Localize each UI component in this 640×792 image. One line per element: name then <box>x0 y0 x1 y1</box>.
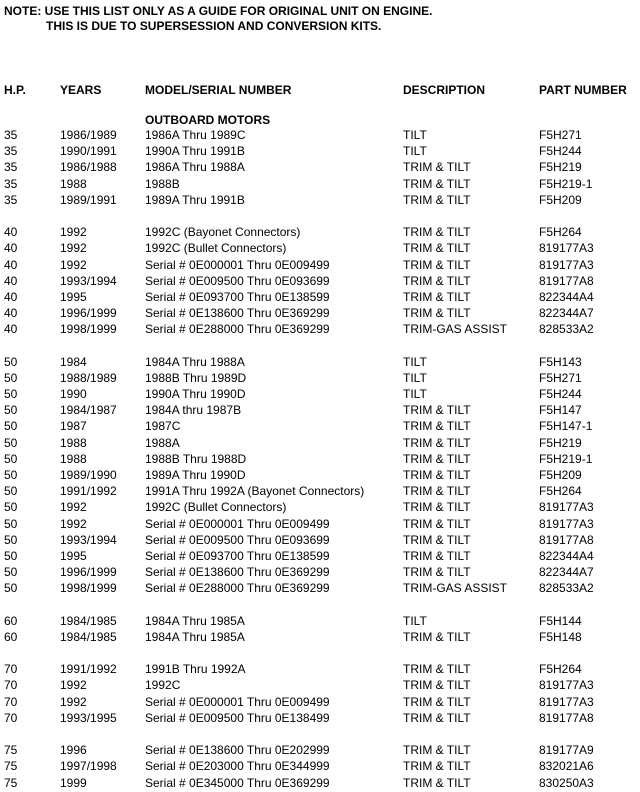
group-spacer <box>0 597 640 613</box>
cell-hp: 40 <box>4 322 18 337</box>
cell-description: TRIM & TILT <box>403 419 471 434</box>
cell-model: 1992C <box>145 678 181 693</box>
cell-part-number: 819177A3 <box>539 257 594 272</box>
cell-part-number: 819177A3 <box>539 241 594 256</box>
cell-hp: 50 <box>4 516 18 531</box>
table-row <box>0 355 640 371</box>
cell-description: TRIM & TILT <box>403 548 471 563</box>
cell-description: TRIM & TILT <box>403 467 471 482</box>
cell-model: 1992C (Bullet Connectors) <box>145 500 287 515</box>
cell-years: 1995 <box>60 289 87 304</box>
cell-model: Serial # 0E009500 Thru 0E093699 <box>145 532 330 547</box>
cell-part-number: F5H219-1 <box>539 176 593 191</box>
cell-description: TRIM & TILT <box>403 451 471 466</box>
cell-description: TRIM-GAS ASSIST <box>403 581 508 596</box>
cell-years: 1990/1991 <box>60 144 117 159</box>
cell-model: Serial # 0E000001 Thru 0E009499 <box>145 694 330 709</box>
table-row <box>0 500 640 516</box>
cell-years: 1998/1999 <box>60 322 117 337</box>
table-row <box>0 193 640 209</box>
table-row <box>0 549 640 565</box>
cell-description: TRIM & TILT <box>403 192 471 207</box>
table-row <box>0 743 640 759</box>
cell-model: 1992C (Bullet Connectors) <box>145 241 287 256</box>
table-row <box>0 759 640 775</box>
cell-hp: 50 <box>4 467 18 482</box>
cell-years: 1984/1987 <box>60 403 117 418</box>
cell-part-number: F5H271 <box>539 128 582 142</box>
cell-hp: 35 <box>4 144 18 159</box>
cell-hp: 50 <box>4 403 18 418</box>
cell-years: 1991/1992 <box>60 484 117 499</box>
cell-description: TRIM & TILT <box>403 629 471 644</box>
cell-description: TRIM & TILT <box>403 225 471 240</box>
table-row <box>0 387 640 403</box>
cell-model: 1988B Thru 1989D <box>145 370 247 385</box>
table-row <box>0 144 640 160</box>
cell-years: 1984/1985 <box>60 613 117 628</box>
table-row <box>0 452 640 468</box>
cell-part-number: 819177A9 <box>539 743 594 758</box>
table-row <box>0 533 640 549</box>
cell-hp: 75 <box>4 759 18 774</box>
cell-model: Serial # 0E009500 Thru 0E138499 <box>145 710 330 725</box>
cell-description: TILT <box>403 144 427 159</box>
cell-description: TILT <box>403 354 427 369</box>
cell-years: 1996/1999 <box>60 565 117 580</box>
table-row <box>0 403 640 419</box>
cell-model: 1984A Thru 1988A <box>145 354 245 369</box>
group-spacer <box>0 338 640 354</box>
cell-part-number: 819177A3 <box>539 500 594 515</box>
cell-part-number: 822344A4 <box>539 289 594 304</box>
cell-part-number: F5H244 <box>539 387 582 401</box>
table-row <box>0 614 640 630</box>
cell-part-number: 822344A4 <box>539 548 594 563</box>
cell-part-number: F5H244 <box>539 144 582 159</box>
header-description: DESCRIPTION <box>403 83 486 97</box>
cell-hp: 35 <box>4 176 18 191</box>
cell-model: 1986A Thru 1988A <box>145 160 245 175</box>
cell-part-number: F5H143 <box>539 354 582 369</box>
note-line-2: THIS IS DUE TO SUPERSESSION AND CONVERSION KITS. <box>46 19 382 33</box>
cell-hp: 70 <box>4 710 18 725</box>
cell-hp: 50 <box>4 565 18 580</box>
cell-model: 1988B <box>145 176 180 191</box>
cell-hp: 40 <box>4 241 18 256</box>
cell-hp: 40 <box>4 273 18 288</box>
cell-description: TRIM & TILT <box>403 257 471 272</box>
cell-model: 1990A Thru 1990D <box>145 387 246 401</box>
cell-years: 1987 <box>60 419 87 434</box>
cell-description: TILT <box>403 370 427 385</box>
cell-hp: 70 <box>4 694 18 709</box>
cell-part-number: 828533A2 <box>539 581 594 596</box>
cell-hp: 50 <box>4 387 18 401</box>
cell-hp: 50 <box>4 484 18 499</box>
cell-years: 1990 <box>60 387 87 401</box>
cell-hp: 40 <box>4 306 18 321</box>
group-spacer <box>0 209 640 225</box>
cell-hp: 40 <box>4 225 18 240</box>
cell-description: TILT <box>403 613 427 628</box>
cell-years: 1996/1999 <box>60 306 117 321</box>
cell-years: 1993/1995 <box>60 710 117 725</box>
cell-description: TRIM & TILT <box>403 289 471 304</box>
table-row <box>0 711 640 727</box>
table-row <box>0 371 640 387</box>
table-row <box>0 565 640 581</box>
cell-description: TRIM & TILT <box>403 775 471 790</box>
cell-model: 1988B Thru 1988D <box>145 451 247 466</box>
cell-description: TRIM & TILT <box>403 435 471 450</box>
cell-part-number: 819177A3 <box>539 694 594 709</box>
cell-model: 1990A Thru 1991B <box>145 144 245 159</box>
table-row <box>0 581 640 597</box>
cell-hp: 35 <box>4 192 18 207</box>
cell-part-number: 830250A3 <box>539 775 594 790</box>
cell-part-number: F5H219 <box>539 435 582 450</box>
cell-part-number: 828533A2 <box>539 322 594 337</box>
cell-model: 1991A Thru 1992A (Bayonet Connectors) <box>145 484 365 499</box>
cell-model: Serial # 0E093700 Thru 0E138599 <box>145 289 330 304</box>
table-row <box>0 776 640 792</box>
cell-description: TRIM & TILT <box>403 532 471 547</box>
cell-model: Serial # 0E345000 Thru 0E369299 <box>145 775 330 790</box>
cell-model: Serial # 0E138600 Thru 0E202999 <box>145 743 330 758</box>
group-spacer <box>0 727 640 743</box>
table-row <box>0 468 640 484</box>
cell-years: 1992 <box>60 500 87 515</box>
cell-description: TRIM & TILT <box>403 273 471 288</box>
cell-part-number: F5H271 <box>539 370 582 385</box>
table-row <box>0 274 640 290</box>
cell-years: 1996 <box>60 743 87 758</box>
cell-model: Serial # 0E000001 Thru 0E009499 <box>145 257 330 272</box>
table-row <box>0 128 640 144</box>
cell-years: 1984/1985 <box>60 629 117 644</box>
cell-model: 1992C (Bayonet Connectors) <box>145 225 301 240</box>
cell-hp: 60 <box>4 629 18 644</box>
cell-hp: 50 <box>4 581 18 596</box>
cell-description: TRIM & TILT <box>403 678 471 693</box>
cell-years: 1988 <box>60 435 87 450</box>
cell-model: 1987C <box>145 419 181 434</box>
section-title: OUTBOARD MOTORS <box>145 113 271 127</box>
cell-description: TRIM & TILT <box>403 694 471 709</box>
cell-years: 1991/1992 <box>60 662 117 677</box>
cell-part-number: F5H147-1 <box>539 419 593 434</box>
cell-description: TRIM & TILT <box>403 500 471 515</box>
cell-years: 1995 <box>60 548 87 563</box>
cell-part-number: F5H219 <box>539 160 582 175</box>
cell-part-number: 819177A3 <box>539 516 594 531</box>
cell-hp: 50 <box>4 451 18 466</box>
table-row <box>0 630 640 646</box>
cell-years: 1986/1988 <box>60 160 117 175</box>
note <box>4 4 432 34</box>
header-part-number: PART NUMBER <box>539 83 627 97</box>
cell-hp: 75 <box>4 775 18 790</box>
cell-part-number: 819177A8 <box>539 532 594 547</box>
cell-model: 1989A Thru 1990D <box>145 467 246 482</box>
cell-part-number: F5H209 <box>539 192 582 207</box>
cell-hp: 70 <box>4 678 18 693</box>
cell-model: Serial # 0E288000 Thru 0E369299 <box>145 581 330 596</box>
cell-part-number: F5H144 <box>539 613 582 628</box>
cell-years: 1992 <box>60 225 87 240</box>
cell-description: TRIM & TILT <box>403 759 471 774</box>
cell-hp: 50 <box>4 548 18 563</box>
cell-part-number: F5H264 <box>539 662 582 677</box>
cell-model: 1991B Thru 1992A <box>145 662 246 677</box>
header-model: MODEL/SERIAL NUMBER <box>145 83 292 97</box>
header-hp: H.P. <box>4 83 26 97</box>
table-row <box>0 177 640 193</box>
table-row <box>0 419 640 435</box>
table-row <box>0 436 640 452</box>
cell-description: TILT <box>403 387 427 401</box>
cell-model: Serial # 0E138600 Thru 0E369299 <box>145 306 330 321</box>
cell-description: TRIM & TILT <box>403 565 471 580</box>
cell-hp: 35 <box>4 128 18 142</box>
table-row <box>0 258 640 274</box>
cell-model: 1984A Thru 1985A <box>145 613 245 628</box>
cell-description: TRIM & TILT <box>403 241 471 256</box>
cell-description: TRIM & TILT <box>403 160 471 175</box>
cell-description: TRIM-GAS ASSIST <box>403 322 508 337</box>
cell-description: TRIM & TILT <box>403 662 471 677</box>
cell-model: Serial # 0E009500 Thru 0E093699 <box>145 273 330 288</box>
cell-description: TRIM & TILT <box>403 306 471 321</box>
cell-description: TILT <box>403 128 427 142</box>
table-row <box>0 322 640 338</box>
cell-years: 1992 <box>60 694 87 709</box>
cell-years: 1989/1990 <box>60 467 117 482</box>
cell-model: 1986A Thru 1989C <box>145 128 246 142</box>
cell-years: 1984 <box>60 354 87 369</box>
table-row <box>0 678 640 694</box>
cell-years: 1997/1998 <box>60 759 117 774</box>
cell-part-number: 819177A8 <box>539 710 594 725</box>
cell-hp: 50 <box>4 370 18 385</box>
cell-description: TRIM & TILT <box>403 710 471 725</box>
cell-description: TRIM & TILT <box>403 743 471 758</box>
cell-hp: 75 <box>4 743 18 758</box>
cell-years: 1989/1991 <box>60 192 117 207</box>
cell-years: 1999 <box>60 775 87 790</box>
cell-years: 1986/1989 <box>60 128 117 142</box>
cell-part-number: 822344A7 <box>539 565 594 580</box>
cell-years: 1992 <box>60 516 87 531</box>
cell-hp: 40 <box>4 289 18 304</box>
cell-hp: 60 <box>4 613 18 628</box>
table-row <box>0 695 640 711</box>
table-row <box>0 662 640 678</box>
cell-description: TRIM & TILT <box>403 403 471 418</box>
cell-description: TRIM & TILT <box>403 176 471 191</box>
cell-years: 1988 <box>60 176 87 191</box>
cell-part-number: F5H219-1 <box>539 451 593 466</box>
cell-model: 1989A Thru 1991B <box>145 192 245 207</box>
cell-hp: 40 <box>4 257 18 272</box>
cell-hp: 50 <box>4 532 18 547</box>
table-row <box>0 290 640 306</box>
cell-part-number: F5H148 <box>539 629 582 644</box>
cell-model: 1988A <box>145 435 180 450</box>
cell-description: TRIM & TILT <box>403 516 471 531</box>
cell-part-number: F5H147 <box>539 403 582 418</box>
table-row <box>0 517 640 533</box>
table-row <box>0 160 640 176</box>
cell-part-number: F5H264 <box>539 225 582 240</box>
cell-years: 1992 <box>60 678 87 693</box>
cell-description: TRIM & TILT <box>403 484 471 499</box>
cell-hp: 50 <box>4 435 18 450</box>
table-row <box>0 225 640 241</box>
cell-part-number: 819177A8 <box>539 273 594 288</box>
cell-model: Serial # 0E138600 Thru 0E369299 <box>145 565 330 580</box>
cell-model: 1984A Thru 1985A <box>145 629 245 644</box>
cell-hp: 70 <box>4 662 18 677</box>
cell-hp: 50 <box>4 354 18 369</box>
table-row <box>0 484 640 500</box>
cell-hp: 35 <box>4 160 18 175</box>
cell-part-number: 819177A3 <box>539 678 594 693</box>
cell-model: Serial # 0E000001 Thru 0E009499 <box>145 516 330 531</box>
cell-hp: 50 <box>4 500 18 515</box>
cell-part-number: 822344A7 <box>539 306 594 321</box>
table-header <box>0 83 640 99</box>
cell-part-number: F5H264 <box>539 484 582 499</box>
cell-model: Serial # 0E288000 Thru 0E369299 <box>145 322 330 337</box>
table-row <box>0 306 640 322</box>
cell-part-number: 832021A6 <box>539 759 594 774</box>
cell-years: 1988 <box>60 451 87 466</box>
cell-years: 1998/1999 <box>60 581 117 596</box>
table-row <box>0 241 640 257</box>
cell-years: 1993/1994 <box>60 273 117 288</box>
parts-table <box>0 128 640 792</box>
cell-years: 1992 <box>60 241 87 256</box>
cell-model: Serial # 0E093700 Thru 0E138599 <box>145 548 330 563</box>
cell-hp: 50 <box>4 419 18 434</box>
cell-model: 1984A thru 1987B <box>145 403 242 418</box>
cell-years: 1988/1989 <box>60 370 117 385</box>
cell-model: Serial # 0E203000 Thru 0E344999 <box>145 759 330 774</box>
note-line-1: NOTE: USE THIS LIST ONLY AS A GUIDE FOR ORIGINAL UNIT ON ENGINE. <box>4 4 433 18</box>
cell-years: 1992 <box>60 257 87 272</box>
cell-part-number: F5H209 <box>539 467 582 482</box>
header-years: YEARS <box>60 83 102 97</box>
cell-years: 1993/1994 <box>60 532 117 547</box>
group-spacer <box>0 646 640 662</box>
